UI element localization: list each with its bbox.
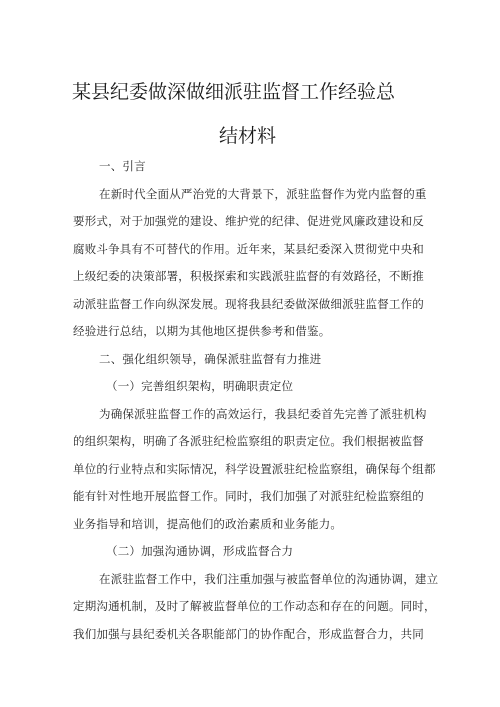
paragraph-line: 业务指导和培训，提高他们的政治素质和业务能力。 [73,517,343,531]
subsection-heading: （二）加强沟通协调，形成监督合力 [106,544,294,558]
document-title-line-2: 结材料 [219,125,277,147]
subsection-heading: （一）完善组织架构，明确职责定位 [106,379,294,393]
paragraph-line: 我们加强与县纪委机关各职能部门的协作配合，形成监督合力，共同 [73,627,424,641]
section-heading-intro: 一、引言 [99,159,146,173]
paragraph-line: 单位的行业特点和实际情况，科学设置派驻纪检监察组，确保每个组都 [73,462,436,476]
paragraph-line: 能有针对性地开展监督工作。同时，我们加强了对派驻纪检监察组的 [73,489,424,503]
section-heading: 二、强化组织领导，确保派驻监督有力推进 [99,352,322,366]
paragraph-line: 腐败斗争具有不可替代的作用。近年来，某县纪委深入贯彻党中央和 [73,242,424,256]
paragraph-line: 为确保派驻监督工作的高效运行，我县纪委首先完善了派驻机构 [99,407,427,421]
paragraph-line: 上级纪委的决策部署，积极探索和实践派驻监督的有效路径，不断推 [73,269,424,283]
paragraph-line: 要形式，对于加强党的建设、维护党的纪律、促进党风廉政建设和反 [73,214,424,228]
paragraph-line: 在新时代全面从严治党的大背景下，派驻监督作为党内监督的重 [99,187,427,201]
paragraph-line: 定期沟通机制，及时了解被监督单位的工作动态和存在的问题。同时， [73,599,436,613]
paragraph-line: 在派驻监督工作中，我们注重加强与被监督单位的沟通协调，建立 [99,572,439,586]
document-title-line-1: 某县纪委做深做细派驻监督工作经验总 [72,81,396,103]
paragraph-line: 经验进行总结，以期为其他地区提供参考和借鉴。 [73,324,331,338]
paragraph-line: 的组织架构，明确了各派驻纪检监察组的职责定位。我们根据被监督 [73,434,424,448]
paragraph-line: 动派驻监督工作向纵深发展。现将我县纪委做深做细派驻监督工作的 [73,297,424,311]
